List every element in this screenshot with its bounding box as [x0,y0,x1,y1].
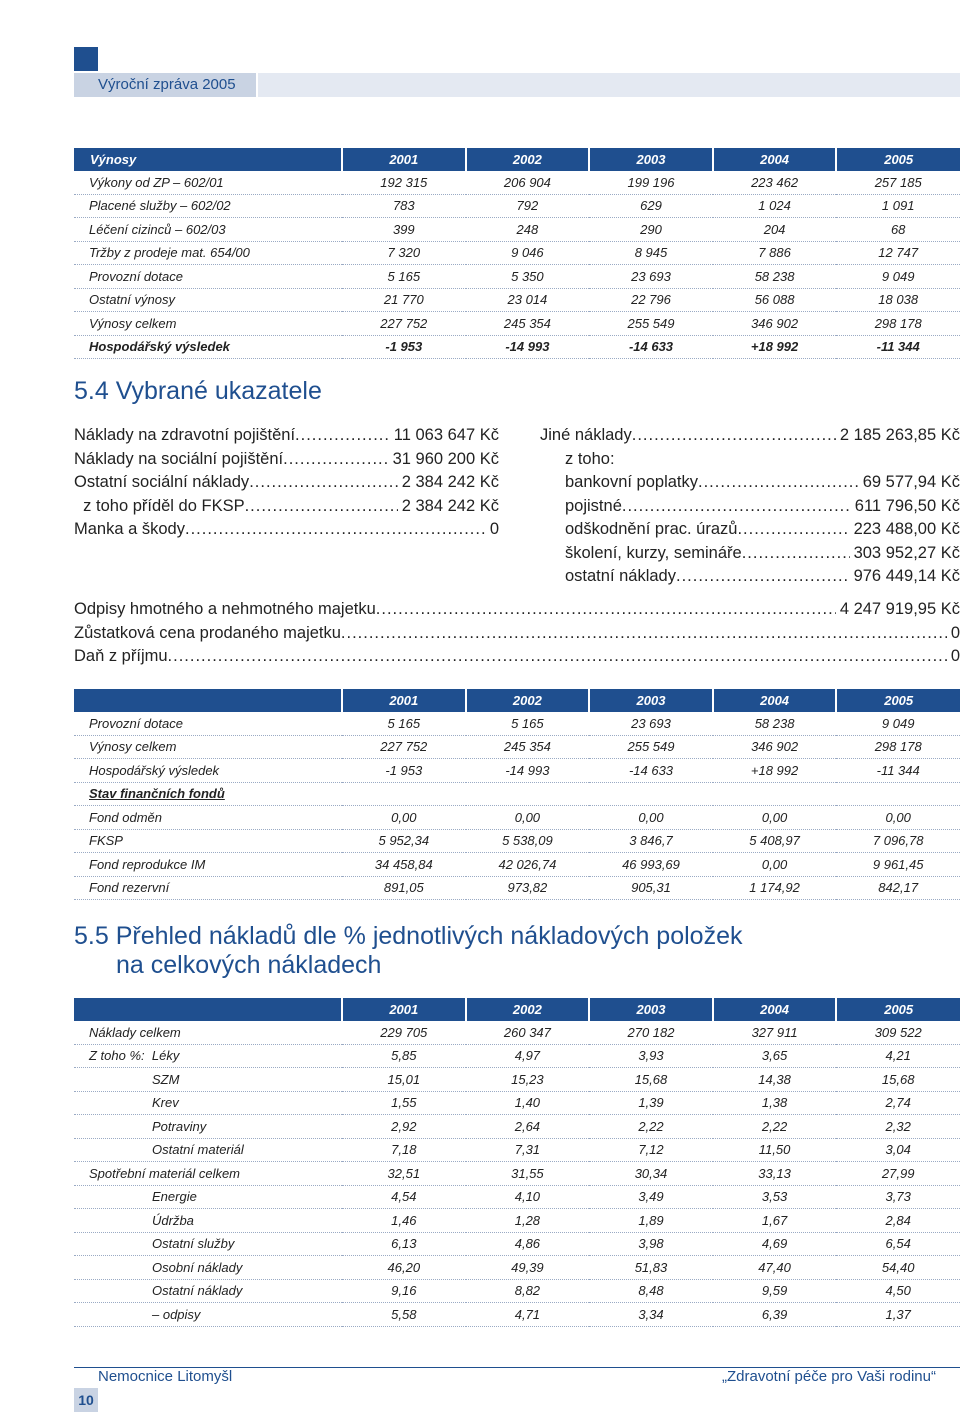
cell-value: 7,18 [342,1138,466,1162]
cell-value: 905,31 [589,876,713,900]
section-55-title [74,922,742,980]
table-row [74,1115,960,1139]
indicator-value: 69 577,94 Kč [862,473,960,491]
table-header-row [74,689,960,712]
cell-value: 327 911 [713,1021,837,1044]
cell-value: 46,20 [342,1256,466,1280]
indicator-label: ostatní náklady [565,567,676,585]
cell-value: 8,48 [589,1279,713,1303]
cell-value: 257 185 [836,171,960,194]
table-row [74,265,960,289]
cell-value: 399 [342,218,466,242]
cell-value: 34 458,84 [342,853,466,877]
indicator-value: 31 960 200 Kč [392,449,499,468]
cell-value: 4,97 [466,1044,590,1068]
leader-dots [737,518,849,542]
table-row [74,288,960,312]
cell-value: 2,74 [836,1091,960,1115]
leader-dots [676,565,850,589]
cell-value: 68 [836,218,960,242]
indicator-value: 0 [950,647,960,665]
indicator-label: školení, kurzy, semináře [565,543,742,562]
row-label: Krev [74,1091,342,1115]
cell-value: 5 350 [466,265,590,289]
header-cell-label: Výnosy [74,148,342,171]
cell-value: 309 522 [836,1021,960,1044]
cell-value: 2,84 [836,1209,960,1233]
leader-dots [622,495,851,519]
cell-value: 4,71 [466,1303,590,1327]
cell-value: 9 046 [466,241,590,265]
indicators-left-column [74,424,499,542]
indicator-label: Odpisy hmotného a nehmotného majetku [74,600,376,618]
cell-value: 9,16 [342,1279,466,1303]
cell-value: 0,00 [713,806,837,830]
cell-value: 4,21 [836,1044,960,1068]
cell-value: 7 096,78 [836,829,960,853]
cell-value: 11,50 [713,1138,837,1162]
cell-value: 3,98 [589,1232,713,1256]
table-row [74,1091,960,1115]
cell-value: 30,34 [589,1162,713,1186]
indicator-label: Ostatní sociální náklady [74,473,250,491]
row-label: Náklady celkem [74,1021,342,1044]
leader-dots [295,424,390,448]
table-row [74,1138,960,1162]
header-cell-year: 2004 [713,998,837,1021]
report-title: Výroční zpráva 2005 [98,76,236,93]
indicator-line [74,424,499,448]
cell-value: 1,37 [836,1303,960,1327]
cell-value: +18 992 [713,759,837,783]
cell-value: 14,38 [713,1068,837,1092]
row-label: Výkony od ZP – 602/01 [74,171,342,194]
cell-value: 3,49 [589,1185,713,1209]
section-54-title: 5.4 Vybrané ukazatele [74,377,322,405]
cell-value: 1,40 [466,1091,590,1115]
table-row [74,1232,960,1256]
header-cell-label [74,998,342,1021]
cell-value: 0,00 [836,806,960,830]
table-row [74,1279,960,1303]
cell-value: 2,22 [713,1115,837,1139]
subheading-text: z toho: [565,449,615,468]
cell-value: 6,54 [836,1232,960,1256]
header-cell-year: 2003 [589,689,713,712]
cell-value: 9 049 [836,265,960,289]
funds-table [74,689,960,900]
cell-value: 1,89 [589,1209,713,1233]
cell-value: -14 993 [466,759,590,783]
row-label: Ostatní služby [74,1232,342,1256]
indicator-label: z toho příděl do FKSP [74,496,245,515]
cell-value: 4,69 [713,1232,837,1256]
cell-value: 31,55 [466,1162,590,1186]
cell-value: 51,83 [589,1256,713,1280]
cell-value: 5 165 [466,712,590,735]
header-cell-year: 2001 [342,998,466,1021]
cell-value: 792 [466,194,590,218]
row-label: Provozní dotace [74,712,342,735]
indicator-line [540,565,960,589]
row-label: Hospodářský výsledek [74,335,342,359]
indicator-label: Manka a škody [74,520,185,538]
cell-value: 18 038 [836,288,960,312]
page-number: 10 [74,1388,98,1412]
cell-value: 32,51 [342,1162,466,1186]
cell-value: -14 993 [466,335,590,359]
row-label: – odpisy [74,1303,342,1327]
row-label: Fond rezervní [74,876,342,900]
cell-value: 47,40 [713,1256,837,1280]
indicator-label: Jiné náklady [540,426,632,444]
cell-value: 270 182 [589,1021,713,1044]
row-label: Osobní náklady [74,1256,342,1280]
indicator-value: 11 063 647 Kč [393,426,499,444]
row-label: Ostatní materiál [74,1138,342,1162]
row-label: Fond odměn [74,806,342,830]
indicator-line [74,495,499,519]
header-bar [74,73,256,97]
cell-value: 5,58 [342,1303,466,1327]
row-label: Výnosy celkem [74,312,342,336]
indicator-line [74,645,960,669]
indicators-full-width [74,598,960,669]
leader-dots [249,471,398,495]
cell-value: 49,39 [466,1256,590,1280]
cell-value: 0,00 [466,806,590,830]
cell-value: 22 796 [589,288,713,312]
cell-value: 1 174,92 [713,876,837,900]
indicator-line [540,471,960,495]
row-label: Léčení cizinců – 602/03 [74,218,342,242]
leader-dots [376,598,836,622]
cell-value: 33,13 [713,1162,837,1186]
cell-value: 2,64 [466,1115,590,1139]
cell-value: 0,00 [713,853,837,877]
cell-value: 5 952,34 [342,829,466,853]
cell-value: 298 178 [836,735,960,759]
cell-value: 1 091 [836,194,960,218]
cell-value: 783 [342,194,466,218]
funds-heading-row [74,782,960,806]
table-row [74,171,960,194]
cell-value: +18 992 [713,335,837,359]
cell-value: 1,28 [466,1209,590,1233]
header-cell-year: 2004 [713,689,837,712]
row-label: Fond reprodukce IM [74,853,342,877]
cell-value: 56 088 [713,288,837,312]
cell-value: 1 024 [713,194,837,218]
header-cell-year: 2001 [342,148,466,171]
cell-value: 5 538,09 [466,829,590,853]
header-cell-year: 2005 [836,689,960,712]
cell-value: 2,22 [589,1115,713,1139]
cell-value: 346 902 [713,312,837,336]
section-55-title-line2: na celkových nákladech [116,951,382,979]
cell-value: 227 752 [342,735,466,759]
cell-value: 204 [713,218,837,242]
table-row [74,806,960,830]
cell-value: 9 961,45 [836,853,960,877]
table-header-row [74,998,960,1021]
footer-slogan: „Zdravotní péče pro Vaši rodinu“ [722,1368,936,1385]
indicator-line [74,518,499,542]
table-row [74,712,960,735]
header-cell-year: 2001 [342,689,466,712]
indicator-label: odškodnění prac. úrazů [565,520,738,538]
table-row [74,241,960,265]
costs-table [74,998,960,1327]
cell-value: 7 320 [342,241,466,265]
leader-dots [185,518,486,542]
table-row [74,1068,960,1092]
table-row [74,759,960,783]
cell-value: 4,54 [342,1185,466,1209]
indicator-line [540,424,960,448]
cell-value: 3,04 [836,1138,960,1162]
cell-value: 4,86 [466,1232,590,1256]
cell-value: 346 902 [713,735,837,759]
indicator-value: 223 488,00 Kč [853,520,960,538]
table-row [74,1256,960,1280]
table-row [74,1162,960,1186]
cell-value: 6,39 [713,1303,837,1327]
row-label: Provozní dotace [74,265,342,289]
table-row [74,735,960,759]
footer-hospital-name: Nemocnice Litomyšl [98,1368,233,1385]
revenues-table [74,148,960,359]
cell-value: -11 344 [836,335,960,359]
row-label: SZM [74,1068,342,1092]
funds-heading: Stav finančních fondů [74,782,960,806]
cell-value: 23 014 [466,288,590,312]
cell-value: -11 344 [836,759,960,783]
row-label: Placené služby – 602/02 [74,194,342,218]
cell-value: 0,00 [589,806,713,830]
cell-value: 15,01 [342,1068,466,1092]
header-cell-year: 2003 [589,998,713,1021]
cell-value: 255 549 [589,312,713,336]
header-cell-year: 2002 [466,148,590,171]
cell-value: 1,67 [713,1209,837,1233]
row-label: Z toho %: Léky [74,1044,342,1068]
indicator-label: pojistné [565,496,622,515]
indicator-value: 0 [489,520,499,538]
section-55-title-line1: 5.5 Přehled nákladů dle % jednotlivých nákladových položek [74,922,743,950]
header-cell-year: 2002 [466,689,590,712]
cell-value: 58 238 [713,265,837,289]
cell-value: 2,32 [836,1115,960,1139]
row-label: Hospodářský výsledek [74,759,342,783]
cell-value: 227 752 [342,312,466,336]
cell-value: 199 196 [589,171,713,194]
cell-value: 973,82 [466,876,590,900]
header-cell-year: 2002 [466,998,590,1021]
cell-value: 23 693 [589,265,713,289]
cell-value: 4,10 [466,1185,590,1209]
table-row [74,853,960,877]
cell-value: 9 049 [836,712,960,735]
header-cell-year: 2005 [836,148,960,171]
cell-value: 206 904 [466,171,590,194]
cell-value: 2,92 [342,1115,466,1139]
cell-value: 1,38 [713,1091,837,1115]
header-cell-year: 2003 [589,148,713,171]
cell-value: 245 354 [466,312,590,336]
cell-value: 5 408,97 [713,829,837,853]
cell-value: 5,85 [342,1044,466,1068]
cell-value: 260 347 [466,1021,590,1044]
row-label: Výnosy celkem [74,735,342,759]
row-label: Ostatní náklady [74,1279,342,1303]
row-label: Údržba [74,1209,342,1233]
header-square [74,47,98,71]
indicator-value: 976 449,14 Kč [853,567,960,585]
cell-value: 3,73 [836,1185,960,1209]
indicator-line [74,448,499,472]
indicator-value: 4 247 919,95 Kč [839,600,960,618]
cell-value: 1,46 [342,1209,466,1233]
row-label: Potraviny [74,1115,342,1139]
indicator-line [74,598,960,622]
row-label: Ostatní výnosy [74,288,342,312]
cell-value: 7,12 [589,1138,713,1162]
indicator-line [540,542,960,566]
cell-value: 4,50 [836,1279,960,1303]
table-row [74,312,960,336]
cell-value: 255 549 [589,735,713,759]
cell-value: 21 770 [342,288,466,312]
cell-value: 290 [589,218,713,242]
cell-value: 629 [589,194,713,218]
cell-value: 891,05 [342,876,466,900]
cell-value: 298 178 [836,312,960,336]
cell-value: -14 633 [589,335,713,359]
indicator-subheading [540,448,960,472]
row-label: Spotřební materiál celkem [74,1162,342,1186]
leader-dots [632,424,836,448]
cell-value: 15,68 [836,1068,960,1092]
indicator-value: 303 952,27 Kč [853,543,960,562]
leader-dots [698,471,859,495]
indicator-line [540,518,960,542]
cell-value: 192 315 [342,171,466,194]
cell-value: 12 747 [836,241,960,265]
cell-value: 42 026,74 [466,853,590,877]
table-row [74,876,960,900]
header-bar-extension [258,73,960,97]
cell-value: 1,39 [589,1091,713,1115]
cell-value: 9,59 [713,1279,837,1303]
cell-value: 27,99 [836,1162,960,1186]
cell-value: 58 238 [713,712,837,735]
table-row [74,335,960,359]
cell-value: 46 993,69 [589,853,713,877]
cell-value: 3,93 [589,1044,713,1068]
cell-value: 3,34 [589,1303,713,1327]
cell-value: 3 846,7 [589,829,713,853]
row-label: Energie [74,1185,342,1209]
table-header-row [74,148,960,171]
cell-value: 842,17 [836,876,960,900]
table-row [74,1044,960,1068]
cell-value: 15,68 [589,1068,713,1092]
table-row [74,1021,960,1044]
row-label: Tržby z prodeje mat. 654/00 [74,241,342,265]
indicator-value: 2 384 242 Kč [401,473,499,491]
cell-value: 223 462 [713,171,837,194]
leader-dots [283,448,388,472]
cell-value: 8 945 [589,241,713,265]
indicator-label: Zůstatková cena prodaného majetku [74,623,341,642]
cell-value: 6,13 [342,1232,466,1256]
cell-value: -14 633 [589,759,713,783]
header-cell-label [74,689,342,712]
cell-value: 3,53 [713,1185,837,1209]
indicator-value: 2 384 242 Kč [401,496,499,515]
cell-value: 0,00 [342,806,466,830]
indicator-value: 0 [950,623,960,642]
cell-value: -1 953 [342,759,466,783]
cell-value: 15,23 [466,1068,590,1092]
table-row [74,1209,960,1233]
leader-dots [168,645,947,669]
cell-value: 5 165 [342,712,466,735]
indicator-line [74,471,499,495]
cell-value: 5 165 [342,265,466,289]
cell-value: 7 886 [713,241,837,265]
cell-value: 248 [466,218,590,242]
cell-value: 7,31 [466,1138,590,1162]
cell-value: -1 953 [342,335,466,359]
indicators-right-column [540,424,960,589]
cell-value: 1,55 [342,1091,466,1115]
indicator-label: Daň z příjmu [74,647,168,665]
leader-dots [341,622,947,646]
cell-value: 23 693 [589,712,713,735]
leader-dots [742,542,850,566]
header-cell-year: 2005 [836,998,960,1021]
table-row [74,194,960,218]
row-label: FKSP [74,829,342,853]
indicator-value: 2 185 263,85 Kč [839,426,960,444]
indicator-label: bankovní poplatky [565,473,699,491]
indicator-label: Náklady na zdravotní pojištění [74,426,296,444]
indicator-line [74,622,960,646]
indicator-value: 611 796,50 Kč [854,496,960,515]
cell-value: 229 705 [342,1021,466,1044]
cell-value: 3,65 [713,1044,837,1068]
cell-value: 54,40 [836,1256,960,1280]
cell-value: 245 354 [466,735,590,759]
indicator-label: Náklady na sociální pojištění [74,449,284,468]
table-row [74,1185,960,1209]
table-row [74,218,960,242]
cell-value: 8,82 [466,1279,590,1303]
indicator-line [540,495,960,519]
header-cell-year: 2004 [713,148,837,171]
table-row [74,829,960,853]
table-row [74,1303,960,1327]
leader-dots [245,495,398,519]
